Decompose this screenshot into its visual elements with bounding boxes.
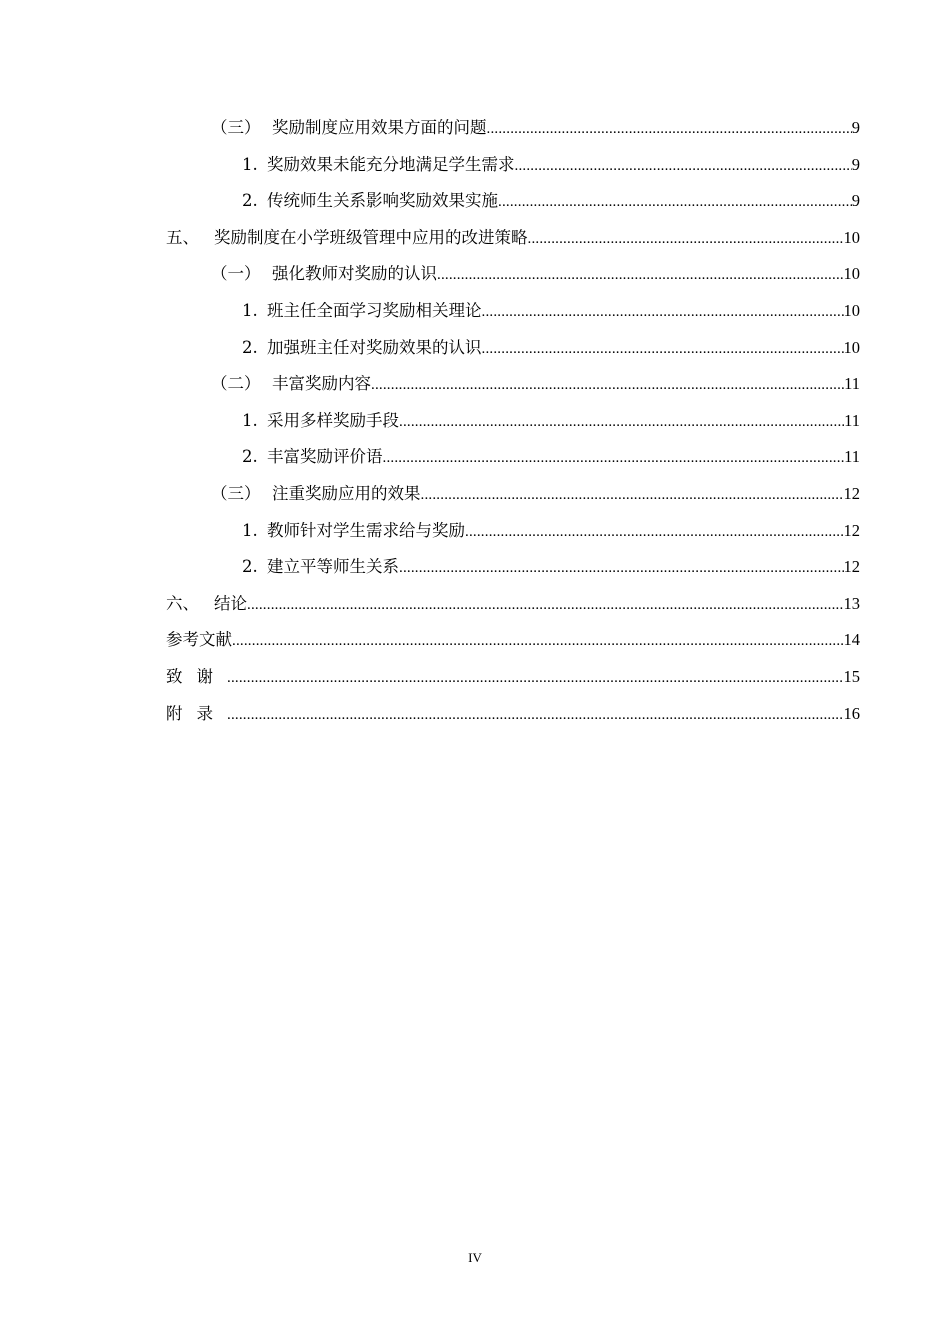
toc-entry-title: 奖励效果未能充分地满足学生需求 [267, 154, 515, 174]
toc-entry-number: 五、 [166, 227, 199, 247]
toc-entry-title: 致谢 [166, 666, 227, 686]
toc-entry-title: 参考文献 [166, 630, 232, 650]
toc-entry[interactable] [166, 147, 860, 184]
toc-entry[interactable] [166, 293, 860, 330]
toc-dot-leader [437, 257, 844, 294]
toc-entry[interactable] [166, 366, 860, 403]
toc-entry[interactable] [166, 476, 860, 513]
toc-dot-leader [528, 221, 844, 258]
toc-entry-page-number: 16 [843, 703, 860, 723]
toc-entry-title: 丰富奖励内容 [272, 374, 371, 394]
toc-entry-title: 采用多样奖励手段 [267, 410, 399, 430]
toc-entry-number: （二） [211, 374, 261, 394]
toc-entry-number: 1. [242, 520, 258, 540]
toc-entry-page-number: 10 [843, 300, 860, 320]
toc-entry-title: 教师针对学生需求给与奖励 [267, 520, 465, 540]
toc-entry-page-number: 9 [851, 191, 860, 211]
toc-entry-number: 2. [242, 447, 258, 467]
toc-entry-page-number: 10 [843, 264, 860, 284]
toc-entry[interactable] [166, 110, 860, 147]
toc-entry-page-number: 9 [851, 118, 860, 137]
toc-entry-number: 六、 [166, 593, 199, 613]
toc-entry[interactable] [166, 586, 860, 623]
toc-entry-page-number: 10 [843, 337, 860, 357]
toc-entry-title: 结论 [214, 593, 247, 613]
toc-entry-title: 附录 [166, 703, 227, 723]
toc-entry-page-number: 10 [843, 227, 860, 247]
toc-entry[interactable] [166, 622, 860, 659]
toc-entry-title: 丰富奖励评价语 [267, 447, 383, 467]
toc-entry-title: 强化教师对奖励的认识 [272, 264, 437, 284]
toc-entry-number: 2. [242, 191, 258, 211]
toc-entry-title: 建立平等师生关系 [267, 557, 399, 577]
toc-dot-leader [371, 367, 844, 404]
toc-entry-page-number: 15 [843, 666, 860, 686]
toc-entry-number: 1. [242, 154, 258, 174]
toc-entry-page-number: 9 [851, 154, 860, 174]
toc-entry-number: 1. [242, 410, 258, 430]
toc-entry-page-number: 12 [843, 520, 860, 540]
toc-dot-leader [227, 660, 844, 697]
toc-dot-leader [515, 148, 852, 185]
table-of-contents [166, 110, 860, 732]
toc-dot-leader [487, 111, 852, 148]
toc-entry[interactable] [166, 330, 860, 367]
toc-dot-leader [399, 550, 844, 587]
toc-dot-leader [482, 331, 844, 368]
toc-entry-page-number: 14 [843, 630, 860, 650]
toc-entry[interactable] [166, 439, 860, 476]
toc-entry-number: （一） [211, 264, 261, 284]
toc-entry-title: 奖励制度应用效果方面的问题 [272, 118, 487, 137]
toc-entry[interactable] [166, 513, 860, 550]
toc-entry-number: （三） [211, 483, 261, 503]
toc-dot-leader [399, 404, 844, 441]
toc-entry-title: 传统师生关系影响奖励效果实施 [267, 191, 498, 211]
toc-dot-leader [227, 697, 844, 734]
toc-entry-page-number: 11 [844, 374, 860, 394]
toc-entry[interactable] [166, 696, 860, 733]
toc-dot-leader [465, 514, 844, 551]
toc-entry-number: （三） [211, 118, 261, 137]
toc-dot-leader [498, 184, 852, 221]
toc-entry-number: 2. [242, 337, 258, 357]
toc-entry-page-number: 12 [843, 483, 860, 503]
toc-entry[interactable] [166, 659, 860, 696]
toc-entry-title: 加强班主任对奖励效果的认识 [267, 337, 482, 357]
toc-entry[interactable] [166, 256, 860, 293]
toc-entry-page-number: 12 [843, 557, 860, 577]
toc-entry[interactable] [166, 183, 860, 220]
toc-entry-title: 注重奖励应用的效果 [272, 483, 421, 503]
toc-entry-title: 班主任全面学习奖励相关理论 [267, 300, 482, 320]
toc-entry[interactable] [166, 220, 860, 257]
toc-entry-page-number: 11 [844, 447, 860, 467]
toc-dot-leader [232, 623, 844, 660]
toc-dot-leader [421, 477, 844, 514]
toc-entry-page-number: 11 [844, 410, 860, 430]
toc-entry-page-number: 13 [843, 593, 860, 613]
toc-entry-title: 奖励制度在小学班级管理中应用的改进策略 [214, 227, 528, 247]
toc-entry-number: 2. [242, 557, 258, 577]
toc-dot-leader [247, 587, 844, 624]
toc-dot-leader [383, 440, 845, 477]
toc-dot-leader [482, 294, 844, 331]
page-footer-number: IV [468, 1250, 482, 1265]
toc-entry-number: 1. [242, 300, 258, 320]
toc-entry[interactable] [166, 549, 860, 586]
toc-entry[interactable] [166, 403, 860, 440]
